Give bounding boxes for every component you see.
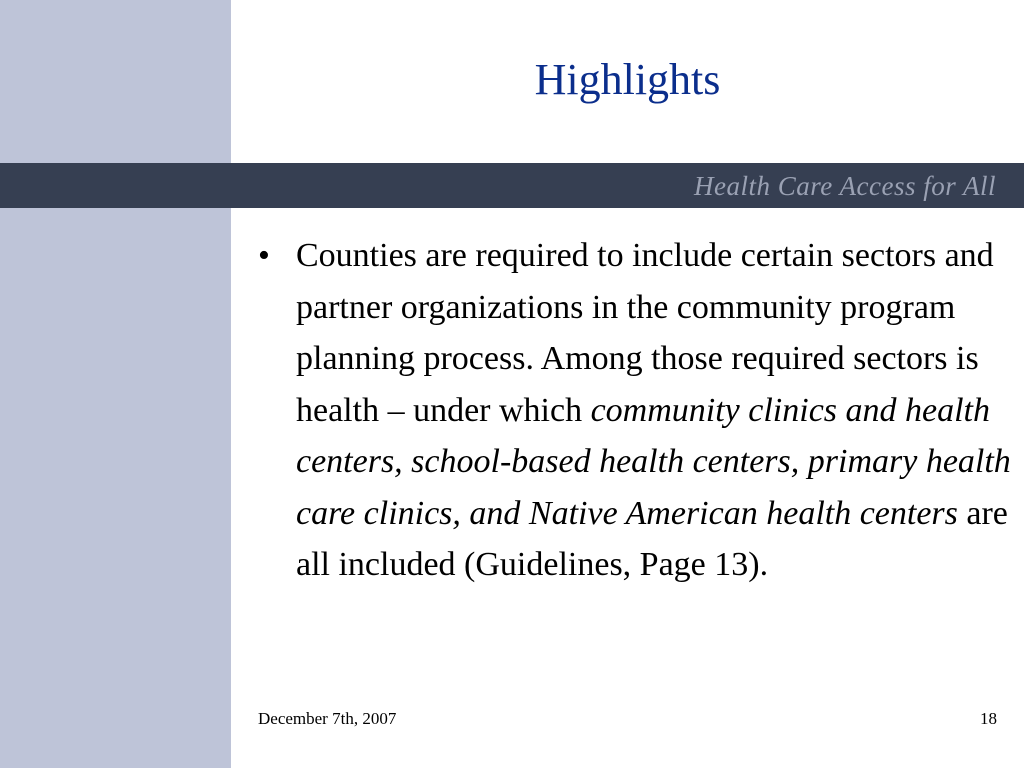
page-number: 18 xyxy=(980,709,997,728)
bullet-icon: • xyxy=(258,237,270,274)
slide-title: Highlights xyxy=(534,55,721,104)
footer-date: December 7th, 2007 xyxy=(258,709,397,728)
side-panel xyxy=(0,0,231,768)
bullet-item xyxy=(256,230,1016,591)
bullet-text-before: Counties are required to include certain sectors and partner organizations in the community program planning process. Among those required sectors is health – under which xyxy=(296,237,994,429)
bullet-text-italic: community clinics and health centers, school-based health centers, primary health care clinics, and Native American health centers xyxy=(296,391,1011,532)
banner-text: Health Care Access for All xyxy=(694,171,996,201)
banner xyxy=(0,163,1024,208)
bullet-text-after: are all included (Guidelines, Page 13). xyxy=(296,494,1008,583)
slide-content xyxy=(256,230,1016,591)
